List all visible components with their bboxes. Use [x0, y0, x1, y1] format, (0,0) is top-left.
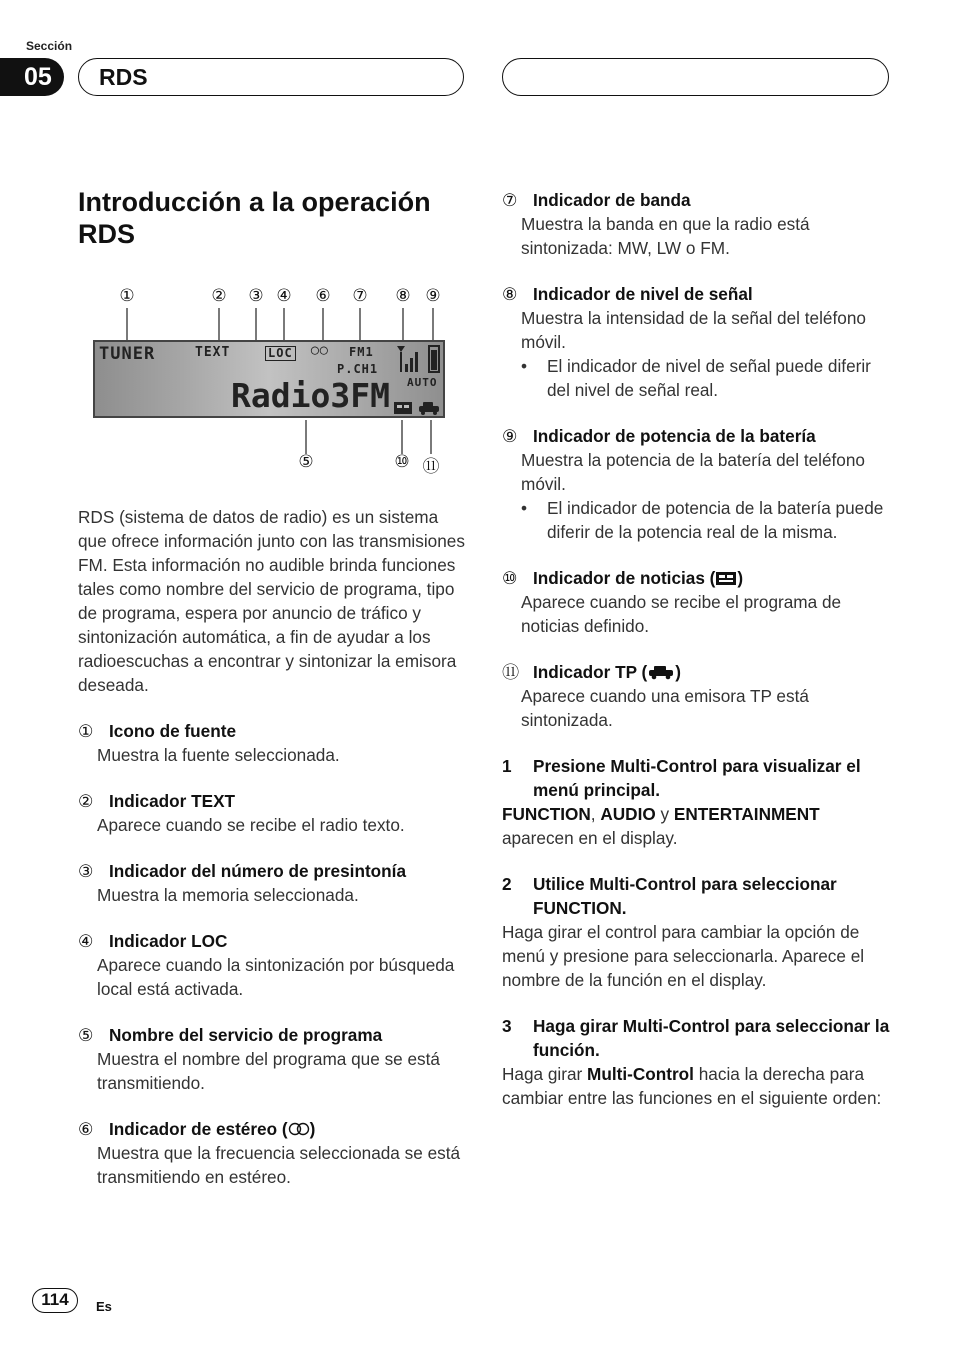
band-indicator: FM1 — [349, 345, 374, 359]
step-1: 1 Presione Multi-Control para visualizar el menú principal. FUNCTION, AUDIO y ENTERTAINMENT aparecen en el display. — [502, 756, 861, 848]
list-item: ① Icono de fuente Muestra la fuente seleccionada. — [78, 721, 340, 765]
language-code: Es — [96, 1299, 112, 1314]
list-item: ⑧ Indicador de nivel de señal Muestra la intensidad de la señal del teléfono móvil. • El indicador de nivel de señal puede diferir del nivel de señal real. — [502, 284, 871, 400]
section-title: RDS — [78, 58, 464, 96]
callout-11: ⑪ — [422, 457, 440, 476]
right-column — [502, 188, 892, 1110]
preset-indicator: P.CH1 — [337, 362, 379, 376]
list-item: ③ Indicador del número de presintonía Muestra la memoria seleccionada. — [78, 861, 407, 905]
signal-battery-icons — [395, 344, 445, 374]
callout-10: ⑩ — [394, 452, 410, 471]
callout-2: ② — [211, 286, 227, 305]
list-item: ② Indicador TEXT Aparece cuando se recibe el radio texto. — [78, 791, 405, 835]
list-item: ⑦ Indicador de banda Muestra la banda en que la radio está sintonizada: MW, LW o FM. — [502, 190, 810, 258]
display-figure — [78, 282, 468, 482]
step-2: 2 Utilice Multi-Control para seleccionar FUNCTION. Haga girar el control para cambiar la opción de menú y presione para seleccionarla. Aparece el nombre de la función en el display. — [502, 874, 865, 990]
callout-7: ⑦ — [352, 286, 368, 305]
news-tp-icons — [392, 400, 442, 416]
station-name: Radio3FM — [231, 376, 390, 415]
loc-indicator: LOC — [265, 346, 296, 361]
page-number: 114 — [32, 1288, 78, 1313]
tp-car-icon — [647, 664, 675, 680]
section-number: 05 — [0, 58, 64, 96]
list-item: ⑥ Indicador de estéreo ( ) Muestra que la frecuencia seleccionada se está transmitiendo en estéreo. — [78, 1119, 461, 1187]
section-tab-empty — [502, 58, 889, 96]
callout-3: ③ — [248, 286, 264, 305]
callout-6: ⑥ — [315, 286, 331, 305]
source-indicator: TUNER — [99, 344, 156, 364]
intro-paragraph: RDS (sistema de datos de radio) es un sistema que ofrece información junto con las transmisiones FM. Esta información no audible brinda funciones tales como nombre del servicio de programa, tipo de programa, espera por anuncio de tráfico y sintonización automática, a fin de ayudar a los radioescuchas a encontrar y sintonizar la emisora deseada. — [78, 507, 465, 695]
list-item: ⑤ Nombre del servicio de programa Muestra el nombre del programa que se está transmitiendo. — [78, 1025, 440, 1093]
news-icon — [715, 570, 737, 586]
lcd-display — [93, 340, 445, 418]
stereo-indicator: ◯◯ — [311, 343, 329, 358]
list-item: ⑪ Indicador TP ( ) Aparece cuando una emisora TP está sintonizada. — [502, 662, 809, 730]
step-3: 3 Haga girar Multi-Control para seleccionar la función. Haga girar Multi-Control hacia la derecha para cambiar entre las funciones en el siguiente orden: — [502, 1016, 890, 1108]
auto-indicator: AUTO — [407, 376, 438, 389]
list-item: ⑨ Indicador de potencia de la batería Muestra la potencia de la batería del teléfono móvil. • El indicador de potencia de la batería puede diferir de la potencia real de la misma. — [502, 426, 884, 542]
callout-1: ① — [119, 286, 135, 305]
list-item: ④ Indicador LOC Aparece cuando la sintonización por búsqueda local está activada. — [78, 931, 455, 999]
callout-5: ⑤ — [298, 452, 314, 471]
list-item: ⑩ Indicador de noticias ( ) Aparece cuando se recibe el programa de noticias definido. — [502, 568, 842, 636]
callout-8: ⑧ — [395, 286, 411, 305]
page-title: Introducción a la operación RDS — [78, 187, 431, 249]
section-label: Sección — [26, 39, 73, 53]
left-column — [78, 505, 468, 1189]
text-indicator: TEXT — [195, 345, 231, 360]
callout-4: ④ — [276, 286, 292, 305]
callout-9: ⑨ — [425, 286, 441, 305]
stereo-icon — [288, 1122, 310, 1136]
